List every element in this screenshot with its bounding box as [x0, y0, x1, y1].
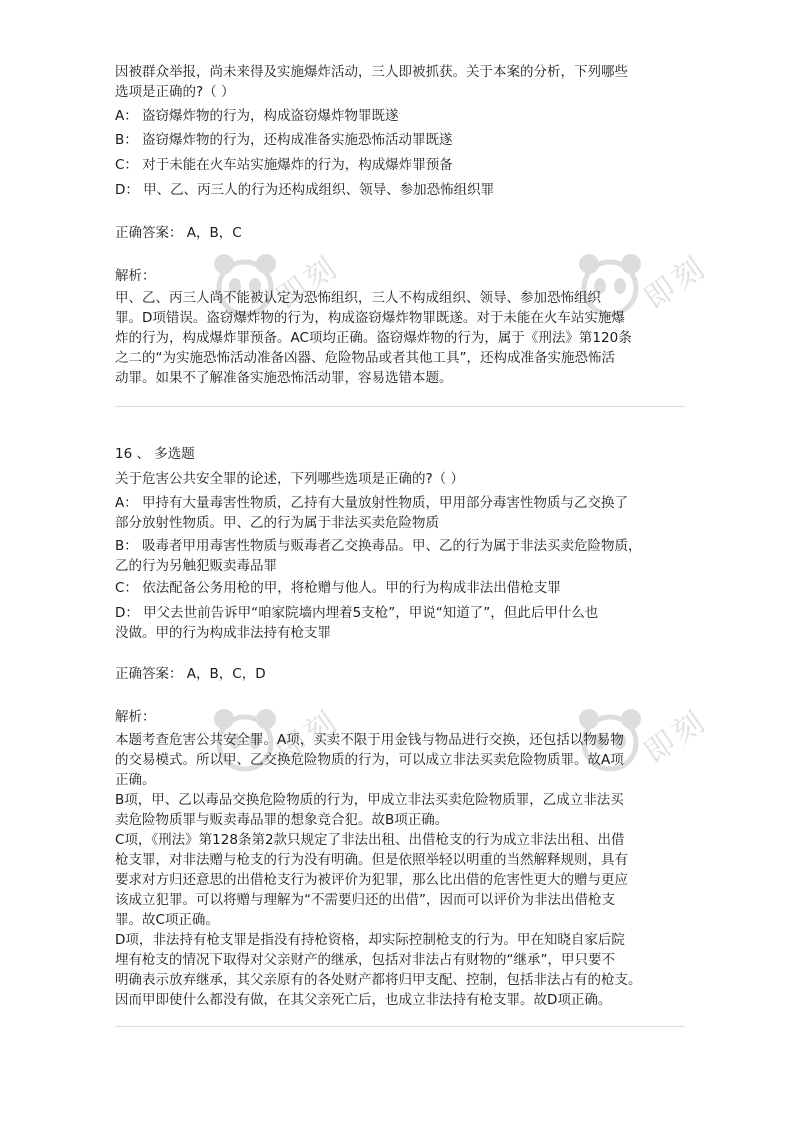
option-line: 乙的行为另触犯贩卖毒品罪 — [115, 558, 277, 574]
analysis-line: 要求对方归还意思的出借枪支行为被评价为犯罪，那么比出借的危害性更大的赠与更应 — [115, 872, 628, 888]
analysis-line: 该成立犯罪。可以将赠与理解为“不需要归还的出借”，因而可以评价为非法出借枪支 — [115, 892, 615, 908]
analysis-line: B项，甲、乙以毒品交换危险物质的行为，甲成立非法买卖危险物质罪，乙成立非法买 — [115, 792, 624, 808]
option-line: 没做。甲的行为构成非法持有枪支罪 — [115, 625, 331, 641]
q15-option-c: C： 对于未能在火车站实施爆炸的行为，构成爆炸罪预备 — [115, 157, 453, 173]
q15-analysis-title: 解析： — [115, 268, 156, 284]
analysis-line: 明确表示放弃继承，其父亲原有的各处财产都将归甲支配、控制，包括非法占有的枪支。 — [115, 972, 642, 988]
analysis-line: 卖危险物质罪与贩卖毒品罪的想象竞合犯。故B项正确。 — [115, 812, 449, 828]
q15-option-b: B： 盗窃爆炸物的行为，还构成准备实施恐怖活动罪既遂 — [115, 132, 453, 148]
watermark-text-right: 即刻 — [638, 249, 714, 317]
q16-analysis-title: 解析： — [115, 709, 156, 725]
section-divider — [115, 406, 685, 407]
analysis-line: 罪。D项错误。盗窃爆炸物的行为，构成盗窃爆炸物罪既遂。对于未能在火车站实施爆 — [115, 310, 625, 326]
q16-option-a — [115, 493, 628, 533]
q15-stem — [115, 62, 628, 102]
q15-option-a: A： 盗窃爆炸物的行为，构成盗窃爆炸物罪既遂 — [115, 108, 399, 124]
q16-analysis — [115, 730, 642, 1010]
q15-option-d: D： 甲、乙、丙三人的行为还构成组织、领导、参加恐怖组织罪 — [115, 182, 495, 198]
q16-header: 16 、 多选题 — [115, 446, 195, 462]
analysis-line: 炸的行为，构成爆炸罪预备。AC项均正确。盗窃爆炸物的行为，属于《刑法》第120条 — [115, 330, 632, 346]
q15-answer: 正确答案： A，B，C — [115, 225, 242, 241]
analysis-line: C项，《刑法》第128条第2款只规定了非法出租、出借枪支的行为成立非法出租、出借 — [115, 832, 625, 848]
analysis-line: 枪支罪，对非法赠与枪支的行为没有明确。但是依照举轻以明重的当然解释规则，具有 — [115, 852, 628, 868]
q16-option-b — [115, 536, 642, 576]
analysis-line: 因而甲即使什么都没有做，在其父亲死亡后，也成立非法持有枪支罪。故D项正确。 — [115, 992, 612, 1008]
option-line: A： 甲持有大量毒害性物质，乙持有大量放射性物质，甲用部分毒害性物质与乙交换了 — [115, 495, 629, 511]
analysis-line: 甲、乙、丙三人尚不能被认定为恐怖组织，三人不构成组织、领导、参加恐怖组织 — [115, 290, 601, 306]
q15-stem-line: 因被群众举报，尚未来得及实施爆炸活动，三人即被抓获。关于本案的分析，下列哪些 — [115, 64, 628, 80]
option-line: 部分放射性物质。甲、乙的行为属于非法买卖危险物质 — [115, 515, 439, 531]
analysis-line: 之二的“为实施恐怖活动准备凶器、危险物品或者其他工具”，还构成准备实施恐怖活 — [115, 350, 615, 366]
watermark-text: 即刻 — [270, 249, 346, 317]
q16-answer: 正确答案： A，B，C，D — [115, 666, 266, 682]
analysis-line: 本题考查危害公共安全罪。A项，买卖不限于用金钱与物品进行交换，还包括以物易物 — [115, 732, 624, 748]
watermark-text-lower: 即刻 — [270, 703, 346, 771]
analysis-line: D项，非法持有枪支罪是指没有持枪资格，却实际控制枪支的行为。甲在知晓自家后院 — [115, 932, 625, 948]
analysis-line: 罪。故C项正确。 — [115, 912, 219, 928]
section-divider — [115, 1026, 685, 1027]
option-line: B： 吸毒者甲用毒害性物质与贩毒者乙交换毒品。甲、乙的行为属于非法买卖危险物质， — [115, 538, 642, 554]
q16-stem: 关于危害公共安全罪的论述，下列哪些选项是正确的?（ ） — [115, 471, 464, 487]
analysis-line: 埋有枪支的情况下取得对父亲财产的继承，包括对非法占有财物的“继承”，甲只要不 — [115, 952, 615, 968]
q16-option-d — [115, 603, 598, 643]
q15-analysis — [115, 288, 632, 388]
watermark-text-lower-right: 即刻 — [638, 703, 714, 771]
q16-option-c: C： 依法配备公务用枪的甲，将枪赠与他人。甲的行为构成非法出借枪支罪 — [115, 580, 561, 596]
analysis-line: 动罪。如果不了解准备实施恐怖活动罪，容易选错本题。 — [115, 370, 453, 386]
option-line: D： 甲父去世前告诉甲“咱家院墙内埋着5支枪”，甲说“知道了”，但此后甲什么也 — [115, 605, 599, 621]
analysis-line: 正确。 — [115, 772, 156, 788]
analysis-line: 的交易模式。所以甲、乙交换危险物质的行为，可以成立非法买卖危险物质罪。故A项 — [115, 752, 624, 768]
q15-stem-line: 选项是正确的?（ ） — [115, 84, 235, 100]
